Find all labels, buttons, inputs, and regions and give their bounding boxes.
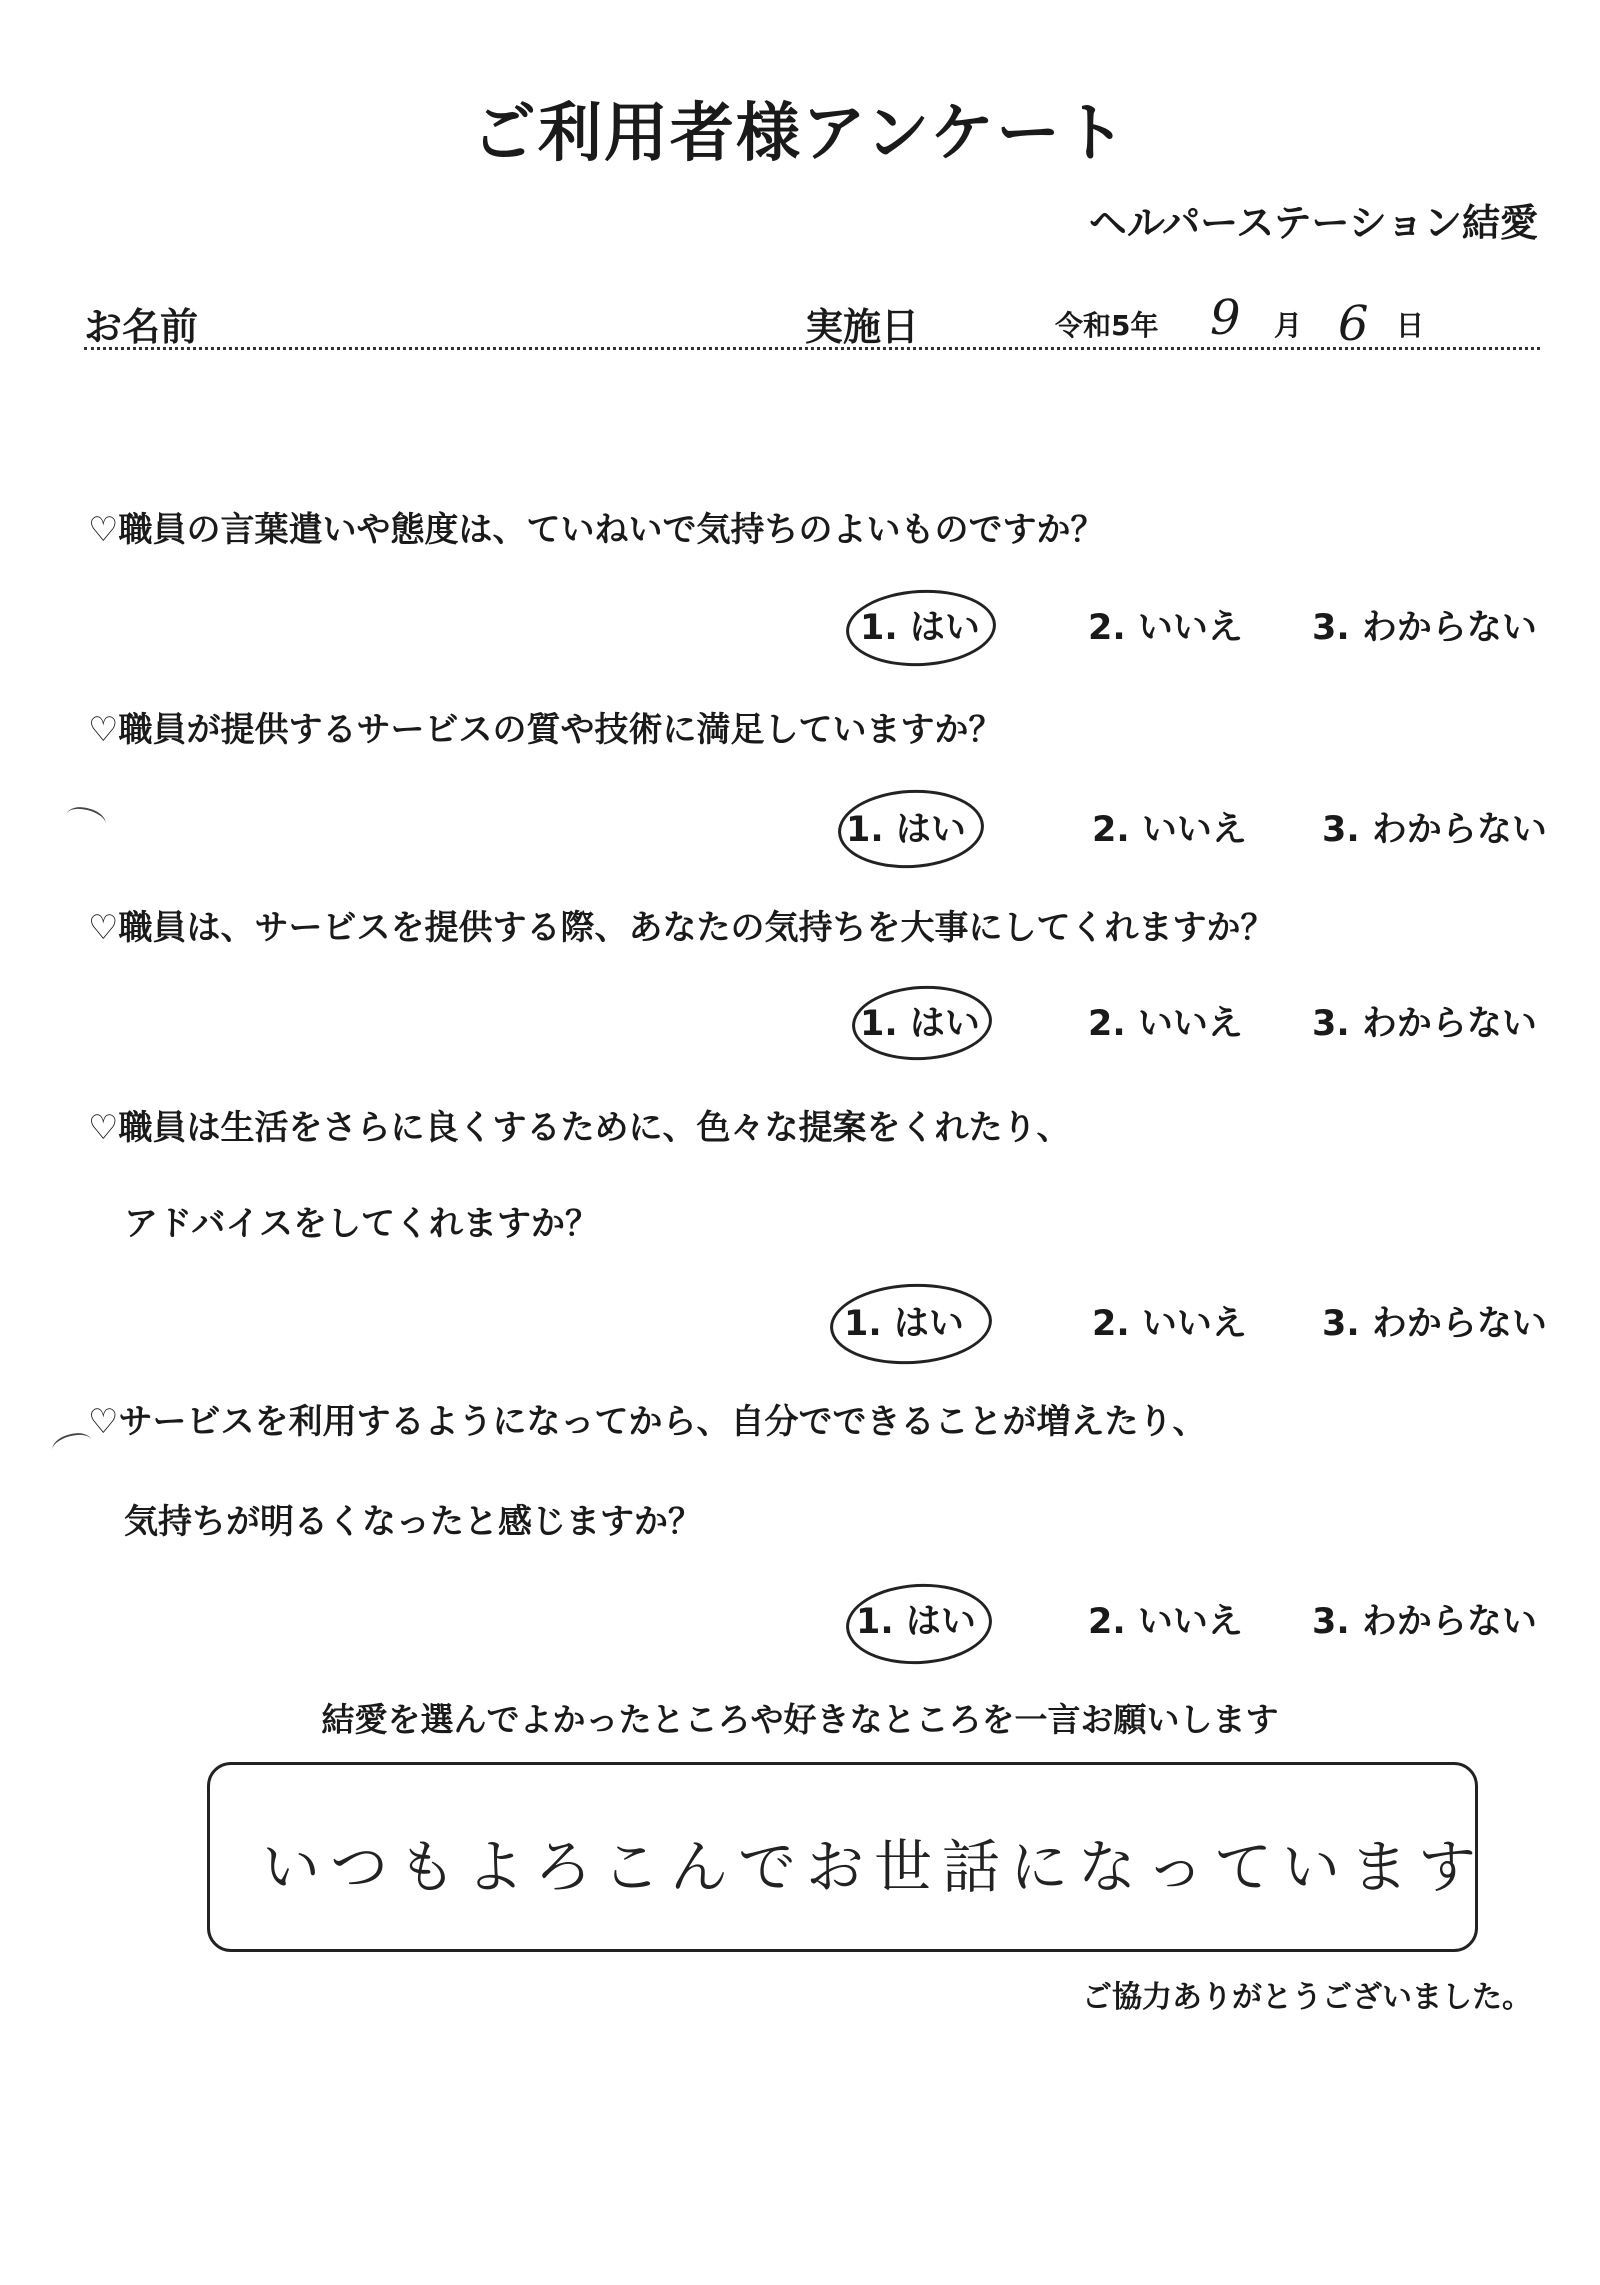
question-2: ♡職員が提供するサービスの質や技術に満足していますか？ — [88, 710, 1003, 750]
question-3: ♡職員は、サービスを提供する際、あなたの気持ちを大事にしてくれますか？ — [88, 908, 1275, 948]
question-4-line2: アドバイスをしてくれますか？ — [124, 1204, 599, 1244]
name-label: お名前 — [84, 305, 199, 349]
thanks-message: ご協力ありがとうございました。 — [1082, 1980, 1532, 2015]
q4-option-no[interactable]: 2. いいえ — [1092, 1304, 1247, 1344]
month-unit: 月 — [1274, 309, 1303, 342]
date-era: 令和5年 — [1055, 309, 1159, 342]
q4-option-yes[interactable]: 1. はい — [844, 1304, 964, 1344]
q3-option-yes[interactable]: 1. はい — [860, 1004, 980, 1044]
question-5: ♡サービスを利用するようになってから、自分でできることが増えたり、 — [88, 1402, 1207, 1442]
q5-option-unknown[interactable]: 3. わからない — [1312, 1602, 1537, 1642]
comment-answer: いつもよろこんでお世話になっています — [262, 1833, 1487, 1901]
q5-option-yes[interactable]: 1. はい — [856, 1602, 976, 1642]
q2-option-no[interactable]: 2. いいえ — [1092, 810, 1247, 850]
name-date-line — [84, 347, 1540, 350]
comment-prompt: 結愛を選んでよかったところや好きなところを一言お願いします — [321, 1700, 1279, 1739]
q1-option-no[interactable]: 2. いいえ — [1088, 608, 1243, 648]
organization-name: ヘルパーステーション結愛 — [1088, 201, 1538, 245]
question-4: ♡職員は生活をさらに良くするために、色々な提案をくれたり、 — [88, 1108, 1071, 1148]
date-label: 実施日 — [805, 305, 920, 349]
page-title: ご利用者様アンケート — [471, 97, 1129, 171]
q5-option-no[interactable]: 2. いいえ — [1088, 1602, 1243, 1642]
q3-option-no[interactable]: 2. いいえ — [1088, 1004, 1243, 1044]
q1-option-unknown[interactable]: 3. わからない — [1312, 608, 1537, 648]
q2-option-yes[interactable]: 1. はい — [846, 810, 966, 850]
month-value: 9 — [1210, 290, 1241, 346]
q2-option-unknown[interactable]: 3. わからない — [1322, 810, 1547, 850]
day-value: 6 — [1338, 296, 1369, 352]
day-unit: 日 — [1396, 309, 1425, 342]
question-5-line2: 気持ちが明るくなったと感じますか？ — [124, 1502, 702, 1542]
q3-option-unknown[interactable]: 3. わからない — [1312, 1004, 1537, 1044]
stray-mark — [64, 803, 108, 835]
q4-option-unknown[interactable]: 3. わからない — [1322, 1304, 1547, 1344]
question-1: ♡職員の言葉遣いや態度は、ていねいで気持ちのよいものですか？ — [88, 510, 1105, 550]
q1-option-yes[interactable]: 1. はい — [860, 608, 980, 648]
